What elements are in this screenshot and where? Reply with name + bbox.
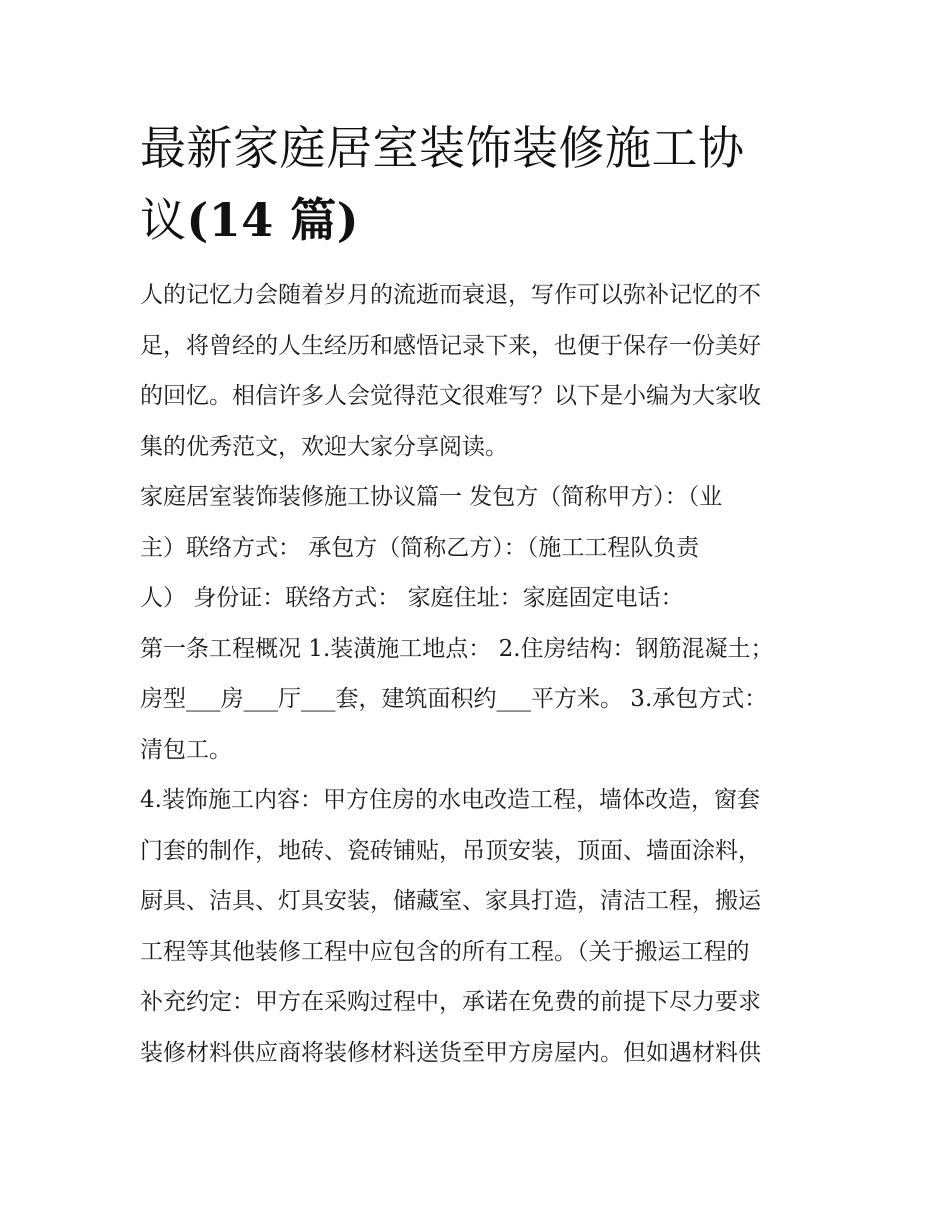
paragraph-line: 集的优秀范文，欢迎大家分享阅读。 — [140, 433, 508, 460]
title-line-1: 最新家庭居室装饰装修施工协 — [140, 121, 745, 175]
document-title — [140, 112, 812, 256]
paragraph-line: 的回忆。相信许多人会觉得范文很难写？以下是小编为大家收 — [140, 383, 761, 409]
paragraph-parties — [140, 472, 812, 624]
paragraph-line: 门套的制作，地砖、瓷砖铺贴，吊顶安装，顶面、墙面涂料， — [140, 837, 761, 864]
paragraph-intro — [140, 270, 812, 472]
paragraph-line: 清包工。 — [140, 736, 232, 763]
paragraph-line: 人的记忆力会随着岁月的流逝而衰退，写作可以弥补记忆的不 — [140, 282, 761, 308]
paragraph-line: 工程等其他装修工程中应包含的所有工程。（关于搬运工程的 — [140, 938, 750, 965]
document-body — [140, 112, 812, 1078]
paragraph-line: 装修材料供应商将装修材料送货至甲方房屋内。但如遇材料供 — [140, 1039, 761, 1066]
paragraph-line: 补充约定：甲方在采购过程中，承诺在免费的前提下尽力要求 — [140, 989, 761, 1015]
paragraph-line: 第一条工程概况 1.装潢施工地点： 2.住房结构：钢筋混凝土； — [140, 635, 774, 662]
paragraph-line: 厨具、洁具、灯具安装，储藏室、家具打造，清洁工程，搬运 — [140, 888, 761, 914]
paragraph-line: 足，将曾经的人生经历和感悟记录下来，也便于保存一份美好 — [140, 332, 761, 359]
paragraph-line: 4.装饰施工内容：甲方住房的水电改造工程，墙体改造，窗套 — [140, 787, 760, 813]
paragraph-line: 人） 身份证：联络方式： 家庭住址：家庭固定电话： — [140, 585, 684, 611]
paragraph-line: 主）联络方式： 承包方（简称乙方）：（施工工程队负责 — [140, 534, 700, 561]
paragraph-line: 房型___房___厅___套，建筑面积约___平方米。 3.承包方式： — [140, 686, 768, 712]
title-line-2 — [140, 184, 812, 256]
title-count: (14 篇) — [186, 193, 360, 247]
paragraph-article-1 — [140, 624, 812, 776]
title-line-2-text: 议 — [140, 193, 187, 247]
paragraph-line: 家庭居室装饰装修施工协议篇一 发包方（简称甲方）：（业 — [140, 484, 723, 510]
paragraph-scope — [140, 775, 812, 1078]
